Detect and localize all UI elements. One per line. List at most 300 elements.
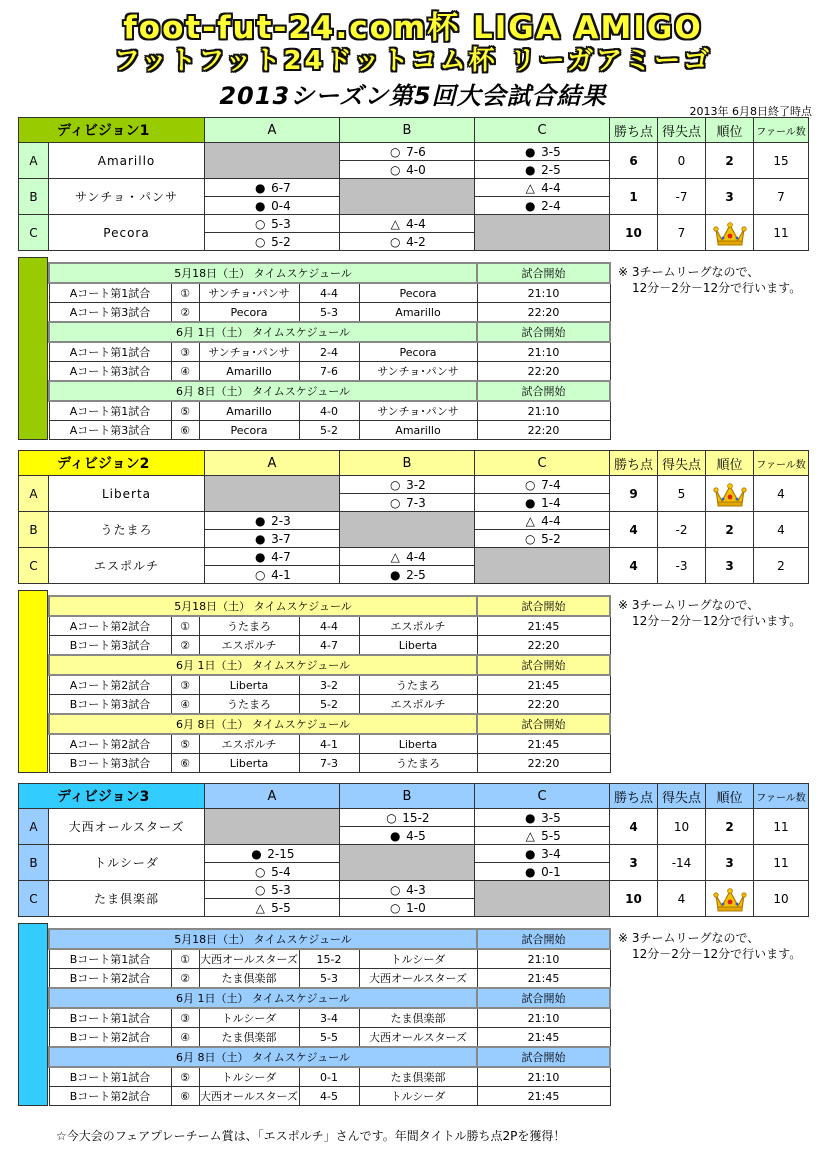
result-mark: ○ — [390, 882, 401, 897]
team-rank — [706, 476, 754, 512]
game-away-team: Liberta — [359, 734, 477, 754]
schedule-game-row — [49, 754, 610, 773]
start-time-header: 試合開始 — [477, 655, 610, 675]
team-goal-diff: 4 — [658, 881, 706, 917]
team-goal-diff: 0 — [658, 143, 706, 179]
team-name: サンチョ・パンサ — [49, 179, 205, 215]
match-score: 1-4 — [541, 495, 561, 510]
schedule-game-row — [49, 1008, 610, 1028]
game-number: ⑤ — [171, 1067, 199, 1087]
league-note-line: 12分－2分－12分で行います。 — [632, 614, 802, 628]
game-away-team: 大西オールスターズ — [359, 1028, 477, 1048]
match-score: 5-3 — [271, 216, 291, 231]
result-mark: ○ — [390, 144, 401, 159]
team-goal-diff: 7 — [658, 215, 706, 251]
start-time-header: 試合開始 — [477, 263, 610, 283]
game-score: 5-2 — [299, 421, 359, 440]
game-court: Bコート第1試合 — [49, 949, 171, 969]
match-result-cell — [340, 143, 475, 161]
result-mark: ○ — [255, 864, 266, 879]
game-home-team: Amarillo — [199, 362, 299, 382]
game-court: Bコート第2試合 — [49, 1087, 171, 1106]
game-score: 5-3 — [299, 303, 359, 323]
team-letter: C — [19, 215, 49, 251]
result-mark: ○ — [255, 234, 266, 249]
game-score: 5-3 — [299, 969, 359, 989]
schedule-day-header — [49, 1047, 610, 1067]
column-goal-diff-header: 得失点 — [658, 451, 706, 476]
result-mark: ○ — [255, 216, 266, 231]
match-result-cell — [340, 899, 475, 917]
game-number: ① — [171, 283, 199, 303]
rank-value: 3 — [725, 558, 734, 573]
game-away-team: サンチョ･パンサ — [359, 362, 477, 382]
team-fouls: 7 — [754, 179, 809, 215]
game-score: 4-5 — [299, 1087, 359, 1106]
rank-value: 2 — [725, 819, 734, 834]
game-home-team: 大西オールスターズ — [199, 949, 299, 969]
start-time-header: 試合開始 — [477, 1047, 610, 1067]
column-fouls-header: ファール数 — [754, 784, 809, 809]
match-result-cell — [205, 845, 340, 863]
result-mark: ● — [255, 549, 266, 564]
team-goal-diff: -7 — [658, 179, 706, 215]
team-letter: A — [19, 809, 49, 845]
match-result-cell — [340, 161, 475, 179]
team-fouls: 11 — [754, 215, 809, 251]
footer-note: ☆今大会のフェアプレーチーム賞は、「エスポルチ」さんです。年間タイトル勝ち点2Pを獲得！ — [56, 1129, 566, 1143]
column-goal-diff-header: 得失点 — [658, 784, 706, 809]
result-mark: ● — [525, 162, 536, 177]
game-score: 3-2 — [299, 675, 359, 695]
schedule-day-label: 5月18日（土） タイムスケジュール — [49, 263, 477, 283]
match-score: 4-5 — [406, 828, 426, 843]
game-score: 5-5 — [299, 1028, 359, 1048]
result-mark: ○ — [525, 531, 536, 546]
team-row — [19, 548, 809, 566]
game-start-time: 21:10 — [477, 949, 610, 969]
match-result-cell — [205, 233, 340, 251]
game-away-team: エスポルチ — [359, 695, 477, 715]
game-number: ③ — [171, 342, 199, 362]
game-start-time: 21:10 — [477, 1008, 610, 1028]
result-mark: ● — [390, 828, 401, 843]
match-score: 4-4 — [541, 180, 561, 195]
schedule-sidebar — [18, 923, 48, 1106]
page-subtitle: 2013シーズン第5回大会試合結果 — [219, 82, 607, 110]
game-score: 4-7 — [299, 636, 359, 656]
game-away-team: Amarillo — [359, 303, 477, 323]
column-rank-header: 順位 — [706, 118, 754, 143]
match-score: 5-3 — [271, 882, 291, 897]
team-rank — [706, 881, 754, 917]
result-mark: ● — [390, 567, 401, 582]
column-b-header: B — [340, 784, 475, 809]
schedule-day-label: 6月 8日（土） タイムスケジュール — [49, 381, 477, 401]
timestamp: 2013年 6月8日終了時点 — [689, 105, 812, 118]
game-score: 4-0 — [299, 401, 359, 421]
column-fouls-header: ファール数 — [754, 451, 809, 476]
self-match-cell — [475, 881, 610, 917]
match-result-cell — [475, 809, 610, 827]
match-result-cell — [475, 863, 610, 881]
result-mark: △ — [525, 828, 535, 843]
column-c-header: C — [475, 784, 610, 809]
match-result-cell — [205, 566, 340, 584]
match-result-cell — [340, 809, 475, 827]
team-points: 3 — [610, 845, 658, 881]
schedule-game-row — [49, 1067, 610, 1087]
column-rank-header: 順位 — [706, 451, 754, 476]
schedule-table — [48, 262, 611, 440]
game-score: 0-1 — [299, 1067, 359, 1087]
team-row — [19, 215, 809, 233]
league-note — [618, 264, 801, 296]
league-note-line: ※ 3チームリーグなので、 — [618, 931, 760, 945]
game-score: 7-6 — [299, 362, 359, 382]
result-mark: △ — [255, 900, 265, 915]
result-mark: ● — [525, 846, 536, 861]
column-a-header: A — [205, 451, 340, 476]
game-start-time: 22:20 — [477, 303, 610, 323]
self-match-cell — [475, 548, 610, 584]
result-mark: ○ — [390, 477, 401, 492]
column-c-header: C — [475, 118, 610, 143]
match-result-cell — [475, 476, 610, 494]
team-letter: C — [19, 881, 49, 917]
standings-table — [18, 783, 809, 917]
schedule-day-label: 5月18日（土） タイムスケジュール — [49, 929, 477, 949]
standings-header-row — [19, 451, 809, 476]
match-score: 4-4 — [541, 513, 561, 528]
game-court: Bコート第3試合 — [49, 695, 171, 715]
game-away-team: Amarillo — [359, 421, 477, 440]
result-mark: ○ — [525, 477, 536, 492]
game-home-team: Liberta — [199, 754, 299, 773]
result-mark: ● — [525, 198, 536, 213]
result-mark: ○ — [255, 567, 266, 582]
game-home-team: エスポルチ — [199, 636, 299, 656]
team-goal-diff: -2 — [658, 512, 706, 548]
game-home-team: Liberta — [199, 675, 299, 695]
crown-icon — [713, 220, 747, 246]
game-number: ⑥ — [171, 421, 199, 440]
team-points: 4 — [610, 548, 658, 584]
game-start-time: 21:10 — [477, 283, 610, 303]
start-time-header: 試合開始 — [477, 929, 610, 949]
result-mark: ○ — [390, 900, 401, 915]
game-home-team: Pecora — [199, 303, 299, 323]
league-note-line: 12分－2分－12分で行います。 — [632, 947, 802, 961]
standings-table — [18, 117, 809, 251]
schedule-game-row — [49, 1028, 610, 1048]
column-b-header: B — [340, 451, 475, 476]
game-number: ② — [171, 636, 199, 656]
league-note — [618, 597, 801, 629]
self-match-cell — [205, 143, 340, 179]
schedule-day-label: 5月18日（土） タイムスケジュール — [49, 596, 477, 616]
game-number: ① — [171, 616, 199, 636]
team-fouls: 4 — [754, 512, 809, 548]
game-number: ② — [171, 303, 199, 323]
game-home-team: Amarillo — [199, 401, 299, 421]
schedule-game-row — [49, 421, 610, 440]
match-score: 5-2 — [541, 531, 561, 546]
match-score: 2-5 — [541, 162, 561, 177]
league-note-line: ※ 3チームリーグなので、 — [618, 265, 760, 279]
result-mark: ● — [251, 846, 262, 861]
start-time-header: 試合開始 — [477, 381, 610, 401]
match-result-cell — [205, 530, 340, 548]
match-score: 1-0 — [406, 900, 426, 915]
game-number: ④ — [171, 695, 199, 715]
match-result-cell — [475, 512, 610, 530]
team-rank — [706, 809, 754, 845]
result-mark: ○ — [386, 810, 397, 825]
team-fouls: 4 — [754, 476, 809, 512]
game-away-team: 大西オールスターズ — [359, 969, 477, 989]
division-3 — [0, 783, 826, 1113]
self-match-cell — [475, 215, 610, 251]
team-letter: C — [19, 548, 49, 584]
game-start-time: 22:20 — [477, 754, 610, 773]
schedule-day-header — [49, 263, 610, 283]
game-court: Bコート第2試合 — [49, 1028, 171, 1048]
game-home-team: エスポルチ — [199, 734, 299, 754]
team-row — [19, 143, 809, 161]
game-start-time: 22:20 — [477, 421, 610, 440]
game-start-time: 21:10 — [477, 342, 610, 362]
match-score: 3-4 — [541, 846, 561, 861]
team-name: Amarillo — [49, 143, 205, 179]
match-score: 4-4 — [406, 549, 426, 564]
match-result-cell — [475, 143, 610, 161]
game-start-time: 21:45 — [477, 734, 610, 754]
team-name: Liberta — [49, 476, 205, 512]
game-away-team: サンチョ･パンサ — [359, 401, 477, 421]
schedule-day-header — [49, 714, 610, 734]
game-court: Aコート第3試合 — [49, 421, 171, 440]
match-result-cell — [340, 881, 475, 899]
team-goal-diff: 10 — [658, 809, 706, 845]
game-court: Bコート第3試合 — [49, 754, 171, 773]
start-time-header: 試合開始 — [477, 714, 610, 734]
result-mark: ○ — [390, 234, 401, 249]
schedule-day-label: 6月 8日（土） タイムスケジュール — [49, 714, 477, 734]
self-match-cell — [205, 809, 340, 845]
match-result-cell — [340, 233, 475, 251]
game-court: Aコート第1試合 — [49, 283, 171, 303]
game-home-team: トルシーダ — [199, 1067, 299, 1087]
schedule-day-label: 6月 1日（土） タイムスケジュール — [49, 655, 477, 675]
start-time-header: 試合開始 — [477, 322, 610, 342]
match-score: 15-2 — [402, 810, 430, 825]
standings-table — [18, 450, 809, 584]
schedule-game-row — [49, 362, 610, 382]
game-start-time: 21:10 — [477, 401, 610, 421]
match-score: 3-2 — [406, 477, 426, 492]
game-number: ① — [171, 949, 199, 969]
schedule-day-header — [49, 988, 610, 1008]
game-number: ② — [171, 969, 199, 989]
game-court: Aコート第1試合 — [49, 401, 171, 421]
match-result-cell — [475, 494, 610, 512]
match-result-cell — [340, 215, 475, 233]
match-score: 5-4 — [271, 864, 291, 879]
team-rank — [706, 512, 754, 548]
crown-icon — [713, 481, 747, 507]
schedule-table — [48, 928, 611, 1106]
match-result-cell — [475, 827, 610, 845]
match-result-cell — [205, 548, 340, 566]
schedule-sidebar — [18, 257, 48, 440]
team-goal-diff: -14 — [658, 845, 706, 881]
game-number: ⑤ — [171, 401, 199, 421]
match-score: 0-1 — [541, 864, 561, 879]
game-home-team: トルシーダ — [199, 1008, 299, 1028]
schedule-game-row — [49, 734, 610, 754]
game-home-team: サンチョ･パンサ — [199, 342, 299, 362]
team-points: 9 — [610, 476, 658, 512]
match-result-cell — [475, 179, 610, 197]
game-court: Aコート第2試合 — [49, 616, 171, 636]
team-name: エスポルチ — [49, 548, 205, 584]
team-points: 1 — [610, 179, 658, 215]
game-home-team: うたまろ — [199, 695, 299, 715]
self-match-cell — [340, 179, 475, 215]
match-score: 3-5 — [541, 810, 561, 825]
rank-value: 3 — [725, 189, 734, 204]
game-away-team: Liberta — [359, 636, 477, 656]
game-court: Aコート第2試合 — [49, 675, 171, 695]
division-title: ディビジョン3 — [19, 784, 205, 809]
column-points-header: 勝ち点 — [610, 784, 658, 809]
game-court: Bコート第1試合 — [49, 1008, 171, 1028]
match-score: 7-3 — [406, 495, 426, 510]
match-result-cell — [475, 197, 610, 215]
game-court: Aコート第3試合 — [49, 303, 171, 323]
team-points: 6 — [610, 143, 658, 179]
match-score: 4-4 — [406, 216, 426, 231]
team-points: 10 — [610, 215, 658, 251]
column-a-header: A — [205, 784, 340, 809]
team-letter: B — [19, 179, 49, 215]
game-start-time: 21:45 — [477, 1028, 610, 1048]
game-home-team: たま倶楽部 — [199, 969, 299, 989]
game-number: ⑥ — [171, 754, 199, 773]
result-mark: △ — [525, 180, 535, 195]
schedule-game-row — [49, 675, 610, 695]
division-1 — [0, 117, 826, 447]
result-mark: ● — [255, 198, 266, 213]
game-away-team: うたまろ — [359, 675, 477, 695]
game-number: ③ — [171, 675, 199, 695]
game-start-time: 21:45 — [477, 1087, 610, 1106]
match-score: 6-7 — [271, 180, 291, 195]
game-number: ④ — [171, 1028, 199, 1048]
game-score: 3-4 — [299, 1008, 359, 1028]
game-number: ⑥ — [171, 1087, 199, 1106]
team-row — [19, 881, 809, 899]
league-note — [618, 930, 801, 962]
team-points: 4 — [610, 809, 658, 845]
game-score: 4-1 — [299, 734, 359, 754]
team-name: たま倶楽部 — [49, 881, 205, 917]
team-name: うたまろ — [49, 512, 205, 548]
game-score: 4-4 — [299, 616, 359, 636]
schedule-game-row — [49, 969, 610, 989]
rank-value: 2 — [725, 522, 734, 537]
result-mark: △ — [390, 549, 400, 564]
game-away-team: Pecora — [359, 283, 477, 303]
league-note-line: 12分－2分－12分で行います。 — [632, 281, 802, 295]
schedule-game-row — [49, 283, 610, 303]
team-rank — [706, 179, 754, 215]
schedule-game-row — [49, 303, 610, 323]
result-mark: ○ — [255, 882, 266, 897]
team-goal-diff: 5 — [658, 476, 706, 512]
result-mark: △ — [525, 513, 535, 528]
game-score: 7-3 — [299, 754, 359, 773]
schedule-day-label: 6月 1日（土） タイムスケジュール — [49, 322, 477, 342]
match-result-cell — [205, 512, 340, 530]
crown-icon — [713, 886, 747, 912]
column-goal-diff-header: 得失点 — [658, 118, 706, 143]
game-away-team: エスポルチ — [359, 616, 477, 636]
team-name: 大西オールスターズ — [49, 809, 205, 845]
result-mark: ○ — [390, 495, 401, 510]
game-away-team: うたまろ — [359, 754, 477, 773]
game-away-team: たま倶楽部 — [359, 1067, 477, 1087]
result-mark: △ — [390, 216, 400, 231]
self-match-cell — [340, 845, 475, 881]
column-c-header: C — [475, 451, 610, 476]
game-home-team: サンチョ･パンサ — [199, 283, 299, 303]
game-home-team: うたまろ — [199, 616, 299, 636]
result-mark: ● — [255, 180, 266, 195]
column-b-header: B — [340, 118, 475, 143]
game-away-team: Pecora — [359, 342, 477, 362]
game-court: Bコート第2試合 — [49, 969, 171, 989]
start-time-header: 試合開始 — [477, 988, 610, 1008]
schedule-day-label: 6月 8日（土） タイムスケジュール — [49, 1047, 477, 1067]
standings-header-row — [19, 784, 809, 809]
match-score: 5-2 — [271, 234, 291, 249]
column-rank-header: 順位 — [706, 784, 754, 809]
game-start-time: 21:45 — [477, 616, 610, 636]
schedule-day-header — [49, 596, 610, 616]
match-score: 3-5 — [541, 144, 561, 159]
game-start-time: 22:20 — [477, 695, 610, 715]
game-away-team: トルシーダ — [359, 949, 477, 969]
team-fouls: 11 — [754, 845, 809, 881]
game-court: Aコート第2試合 — [49, 734, 171, 754]
match-score: 4-0 — [406, 162, 426, 177]
game-start-time: 21:45 — [477, 969, 610, 989]
team-rank — [706, 215, 754, 251]
division-title: ディビジョン1 — [19, 118, 205, 143]
team-letter: B — [19, 845, 49, 881]
match-result-cell — [205, 215, 340, 233]
rank-value: 3 — [725, 855, 734, 870]
game-number: ③ — [171, 1008, 199, 1028]
schedule-game-row — [49, 342, 610, 362]
game-court: Bコート第3試合 — [49, 636, 171, 656]
schedule-game-row — [49, 401, 610, 421]
column-a-header: A — [205, 118, 340, 143]
team-fouls: 2 — [754, 548, 809, 584]
schedule-game-row — [49, 636, 610, 656]
